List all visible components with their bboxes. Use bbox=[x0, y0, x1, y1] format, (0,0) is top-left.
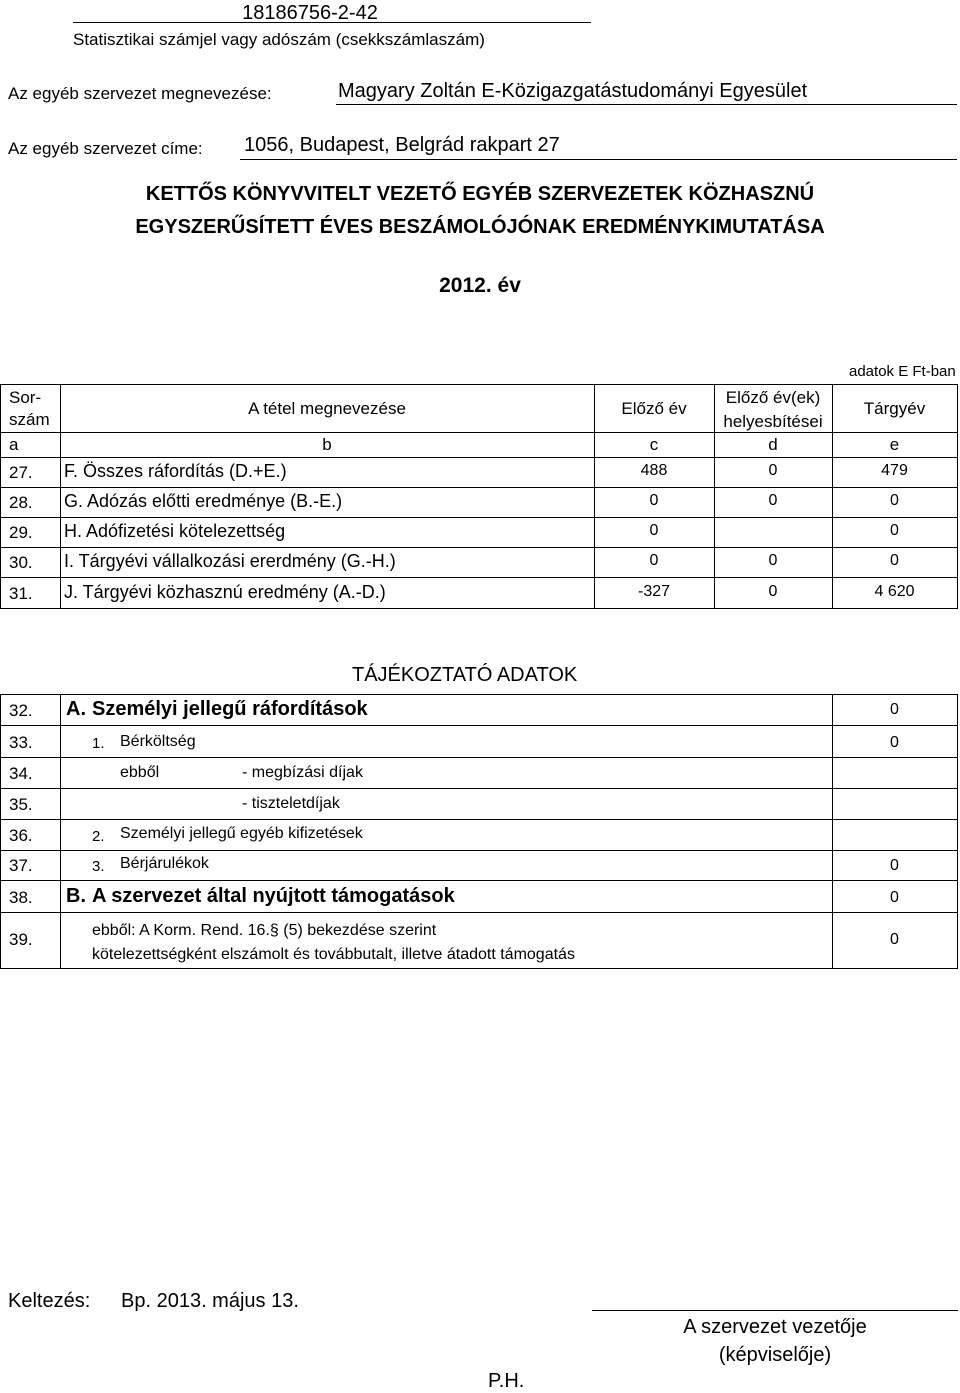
org-name: Magyary Zoltán E-Közigazgatástudományi Egyesület bbox=[338, 80, 808, 102]
org-address-label: Az egyéb szervezet címe: bbox=[8, 139, 203, 158]
info-row-number: 39. bbox=[9, 930, 33, 949]
info-row-label: Bérköltség bbox=[120, 733, 196, 750]
value-curr: 0 bbox=[890, 552, 899, 569]
row-number: 29. bbox=[9, 523, 33, 542]
report-title-line2: EGYSZERŰSÍTETT ÉVES BESZÁMOLÓJÓNAK EREDMÉNYKIMUTATÁSA bbox=[135, 216, 825, 238]
date-label: Keltezés: bbox=[8, 1290, 91, 1312]
row-label: J. Tárgyévi közhasznú eredmény (A.-D.) bbox=[64, 582, 386, 602]
row-label: G. Adózás előtti eredménye (B.-E.) bbox=[64, 491, 343, 511]
signature-line bbox=[592, 1310, 958, 1311]
info-row-sub: 2. bbox=[92, 828, 105, 845]
col-header-curr: Tárgyév bbox=[863, 399, 926, 418]
tax-number-caption: Statisztikai számjel vagy adószám (csekkszámlaszám) bbox=[73, 30, 485, 49]
org-name-underline bbox=[336, 104, 957, 105]
value-curr: 4 620 bbox=[874, 583, 915, 600]
unit-note: adatok E Ft-ban bbox=[849, 363, 956, 380]
col-letter-d: d bbox=[768, 435, 778, 454]
value-prev: 0 bbox=[649, 492, 659, 509]
info-row-label: Személyi jellegű egyéb kifizetések bbox=[120, 825, 363, 842]
row-number: 31. bbox=[9, 584, 33, 603]
value-prev: 0 bbox=[649, 552, 659, 569]
col-letter-a: a bbox=[9, 435, 19, 454]
signer-subtitle: (képviselője) bbox=[718, 1344, 832, 1366]
info-row-sub: 1. bbox=[92, 735, 105, 752]
info-row-label: Személyi jellegű ráfordítások bbox=[92, 698, 368, 720]
col-header-corr: Előző év(ek) bbox=[725, 388, 821, 407]
org-name-label: Az egyéb szervezet megnevezése: bbox=[8, 84, 272, 103]
value-curr: 0 bbox=[890, 492, 899, 509]
info-row-number: 32. bbox=[9, 701, 33, 720]
value-prev: 0 bbox=[649, 522, 659, 539]
info-row-value: 0 bbox=[890, 857, 899, 874]
info-row-number: 38. bbox=[9, 888, 33, 907]
tax-number-underline bbox=[73, 22, 591, 23]
col-header-sor: Sor- bbox=[9, 388, 42, 407]
value-curr: 0 bbox=[890, 522, 899, 539]
seal-placeholder: P.H. bbox=[488, 1370, 525, 1392]
value-prev: 488 bbox=[640, 462, 668, 479]
row-label: H. Adófizetési kötelezettség bbox=[64, 521, 286, 541]
row-label: F. Összes ráfordítás (D.+E.) bbox=[64, 461, 287, 481]
report-year: 2012. év bbox=[439, 274, 521, 297]
info-row-number: 34. bbox=[9, 764, 33, 783]
info-row-letter: A. bbox=[66, 698, 86, 720]
info-row-number: 36. bbox=[9, 826, 33, 845]
info-row-number: 37. bbox=[9, 856, 33, 875]
row-number: 30. bbox=[9, 553, 33, 572]
info-row-label2: - megbízási díjak bbox=[242, 764, 363, 781]
col-header-prev: Előző év bbox=[621, 399, 687, 418]
value-corr: 0 bbox=[768, 492, 778, 509]
col-header-szam: szám bbox=[9, 410, 50, 429]
value-curr: 479 bbox=[881, 462, 908, 479]
info-row-label: ebből bbox=[120, 764, 160, 781]
info-row-number: 35. bbox=[9, 795, 33, 814]
value-prev: -327 bbox=[637, 583, 671, 600]
row-label: I. Tárgyévi vállalkozási ererdmény (G.-H.) bbox=[64, 551, 396, 571]
info-row-value: 0 bbox=[890, 734, 899, 751]
org-address: 1056, Budapest, Belgrád rakpart 27 bbox=[244, 134, 560, 156]
info-row-value: 0 bbox=[890, 889, 899, 906]
col-letter-c: c bbox=[649, 435, 659, 454]
info-row-letter: B. bbox=[66, 885, 86, 907]
report-title-line1: KETTŐS KÖNYVVITELT VEZETŐ EGYÉB SZERVEZETEK KÖZHASZNÚ bbox=[145, 183, 815, 205]
value-corr: 0 bbox=[768, 462, 778, 479]
info-row-label: A szervezet által nyújtott támogatások bbox=[92, 885, 455, 907]
row-number: 28. bbox=[9, 493, 33, 512]
info-row-value: 0 bbox=[890, 701, 899, 718]
col-letter-e: e bbox=[889, 435, 900, 454]
info-row-label2: - tiszteletdíjak bbox=[242, 795, 340, 812]
row-number: 27. bbox=[9, 463, 33, 482]
signer-title: A szervezet vezetője bbox=[683, 1316, 867, 1338]
info-row-value: 0 bbox=[890, 931, 899, 948]
value-corr: 0 bbox=[768, 552, 778, 569]
tax-number: 18186756-2-42 bbox=[242, 2, 378, 24]
info-row-label2: kötelezettségként elszámolt és továbbutalt, illetve átadott támogatás bbox=[92, 946, 575, 963]
info-title: TÁJÉKOZTATÓ ADATOK bbox=[352, 664, 578, 686]
col-header-name: A tétel megnevezése bbox=[248, 399, 406, 418]
org-address-underline bbox=[240, 159, 957, 160]
col-letter-b: b bbox=[322, 435, 332, 454]
info-row-sub: 3. bbox=[92, 858, 105, 875]
date-value: Bp. 2013. május 13. bbox=[121, 1290, 299, 1312]
info-row-number: 33. bbox=[9, 733, 33, 752]
info-row-label: Bérjárulékok bbox=[120, 855, 209, 872]
col-header-corr2: helyesbítései bbox=[723, 412, 823, 431]
value-corr: 0 bbox=[768, 583, 778, 600]
info-row-label: ebből: A Korm. Rend. 16.§ (5) bekezdése szerint bbox=[92, 922, 437, 939]
